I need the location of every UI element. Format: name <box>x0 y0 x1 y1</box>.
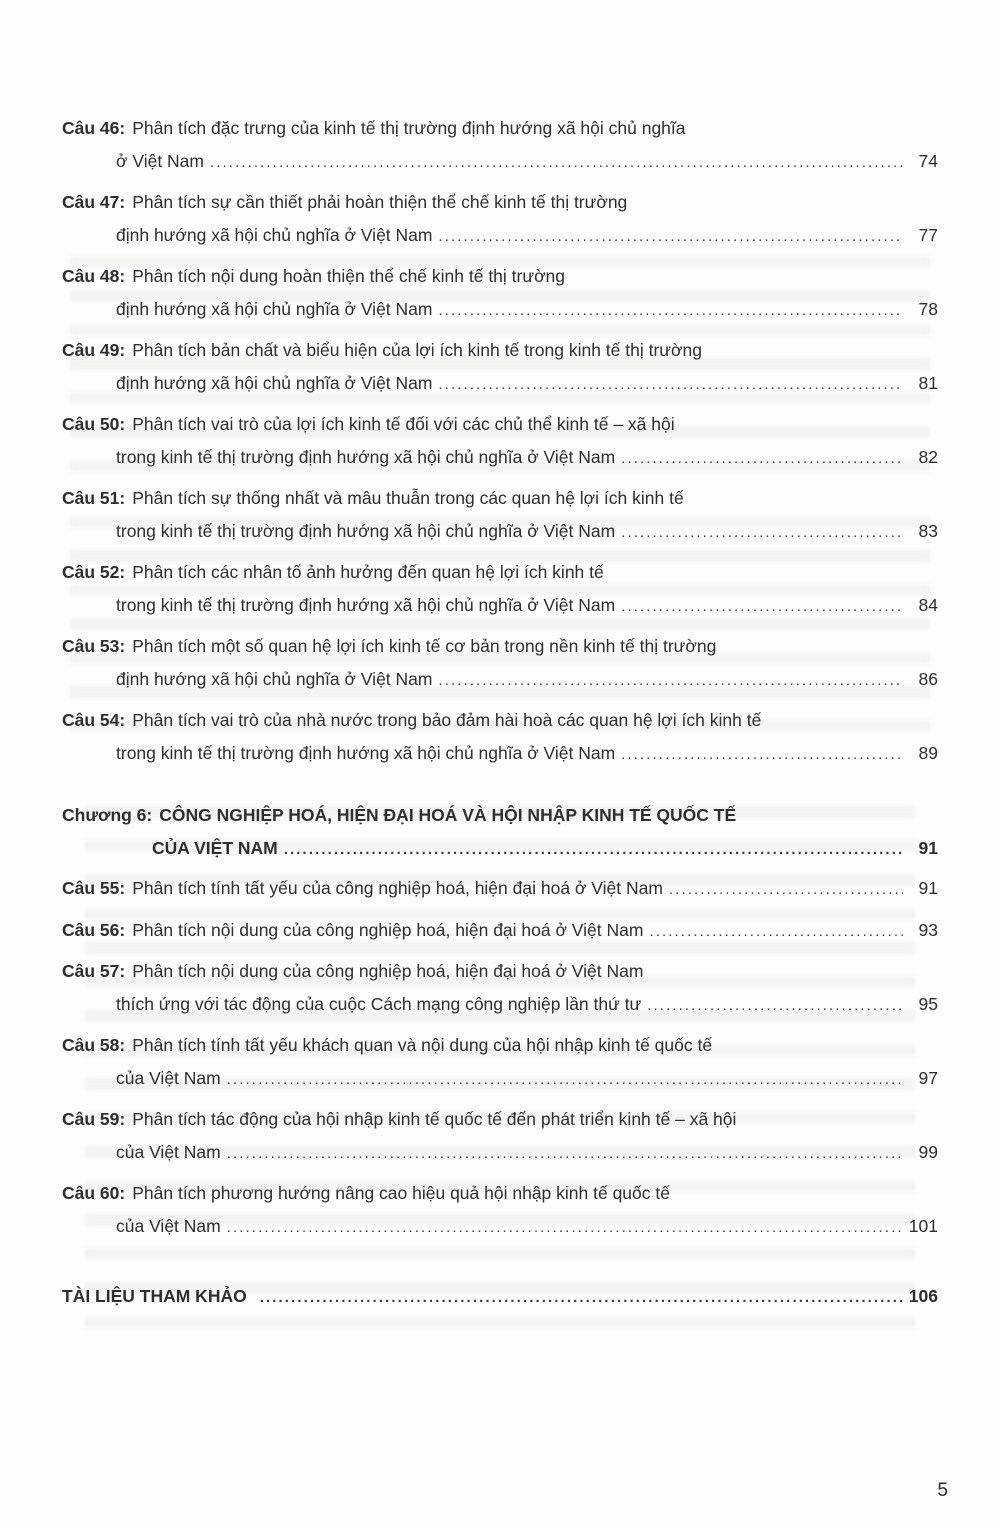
dot-leader <box>621 589 903 624</box>
toc-line <box>62 515 938 550</box>
entry-label: Câu 50: <box>62 414 126 434</box>
entry-label: Câu 60: <box>62 1183 126 1203</box>
entry-page-number: 84 <box>918 594 938 615</box>
toc-line <box>62 589 938 624</box>
entry-page-number: 91 <box>918 837 938 858</box>
toc-line <box>62 1280 938 1315</box>
dot-leader <box>227 1210 903 1245</box>
toc-reference-entry <box>62 1280 938 1315</box>
entry-page-number: 93 <box>918 919 938 940</box>
entry-label: Câu 58: <box>62 1035 126 1055</box>
toc-question-entry <box>62 186 938 253</box>
toc-question-entry <box>62 1177 938 1244</box>
toc-line <box>62 482 938 515</box>
entry-label: Chương 6: <box>62 805 153 825</box>
toc-line <box>62 737 938 772</box>
entry-text: Phân tích đặc trưng của kinh tế thị trường định hướng xã hội chủ nghĩa <box>132 118 686 138</box>
dot-leader <box>227 1136 903 1171</box>
entry-label: TÀI LIỆU THAM KHẢO <box>62 1286 247 1306</box>
entry-text: Phân tích phương hướng nâng cao hiệu quả hội nhập kinh tế quốc tế <box>132 1183 670 1203</box>
dot-leader <box>227 1062 903 1097</box>
entry-text: Phân tích vai trò của lợi ích kinh tế đối với các chủ thể kinh tế – xã hội <box>132 414 675 434</box>
dot-leader <box>260 1280 903 1315</box>
entry-text: của Việt Nam <box>116 1067 221 1088</box>
toc-question-entry <box>62 482 938 549</box>
dot-leader <box>438 219 903 254</box>
entry-text: Phân tích sự cần thiết phải hoàn thiện thể chế kinh tế thị trường <box>132 192 628 212</box>
toc-chapter-entry <box>62 799 938 866</box>
entry-label: Câu 49: <box>62 340 126 360</box>
toc-line <box>62 1210 938 1245</box>
toc-line <box>62 988 938 1023</box>
entry-text: Phân tích nội dung của công nghiệp hoá, hiện đại hoá ở Việt Nam <box>132 919 644 940</box>
toc-line <box>62 408 938 441</box>
dot-leader <box>621 515 903 550</box>
toc-line <box>62 112 938 145</box>
toc-question-entry <box>62 704 938 771</box>
entry-text: định hướng xã hội chủ nghĩa ở Việt Nam <box>116 668 433 689</box>
entry-text: Phân tích các nhân tố ảnh hưởng đến quan hệ lợi ích kinh tế <box>132 562 604 582</box>
entry-text: Phân tích vai trò của nhà nước trong bảo đảm hài hoà các quan hệ lợi ích kinh tế <box>132 710 762 730</box>
entry-page-number: 106 <box>908 1286 938 1306</box>
toc-line <box>62 556 938 589</box>
toc-question-entry <box>62 630 938 697</box>
toc-line <box>62 186 938 219</box>
toc-question-entry <box>62 1103 938 1170</box>
entry-text: CỦA VIỆT NAM <box>152 837 278 858</box>
dot-leader <box>669 872 903 907</box>
toc-line <box>62 334 938 367</box>
entry-text: định hướng xã hội chủ nghĩa ở Việt Nam <box>116 298 433 319</box>
entry-label: Câu 47: <box>62 192 126 212</box>
entry-text: Phân tích nội dung hoàn thiện thể chế kinh tế thị trường <box>132 266 566 286</box>
entry-text: định hướng xã hội chủ nghĩa ở Việt Nam <box>116 372 433 393</box>
toc-line <box>62 914 938 949</box>
toc-question-entry <box>62 334 938 401</box>
entry-text: của Việt Nam <box>116 1215 221 1236</box>
toc-line <box>62 1103 938 1136</box>
dot-leader <box>647 988 903 1023</box>
dot-leader <box>284 832 903 867</box>
entry-page-number: 81 <box>918 372 938 393</box>
entry-text: Phân tích sự thống nhất và mâu thuẫn trong các quan hệ lợi ích kinh tế <box>132 488 684 508</box>
entry-label: Câu 57: <box>62 961 126 981</box>
entry-text: Phân tích tính tất yếu của công nghiệp hoá, hiện đại hoá ở Việt Nam <box>132 878 663 898</box>
entry-page-number: 97 <box>918 1067 938 1088</box>
toc-question-entry <box>62 408 938 475</box>
entry-page-number: 89 <box>918 742 938 763</box>
toc-question-entry <box>62 872 938 907</box>
entry-label: Câu 48: <box>62 266 126 286</box>
entry-text: Phân tích bản chất và biểu hiện của lợi ích kinh tế trong kinh tế thị trường <box>132 340 702 360</box>
toc-line <box>62 1062 938 1097</box>
toc-line <box>62 872 938 907</box>
entry-text: trong kinh tế thị trường định hướng xã hội chủ nghĩa ở Việt Nam <box>116 446 616 467</box>
entry-page-number: 77 <box>918 224 938 245</box>
entry-page-number: 101 <box>908 1215 938 1236</box>
entry-page-number: 74 <box>918 150 938 171</box>
toc-question-entry <box>62 955 938 1022</box>
entry-page-number: 82 <box>918 446 938 467</box>
entry-label: Câu 59: <box>62 1109 126 1129</box>
toc-question-entry <box>62 260 938 327</box>
entry-label: Câu 54: <box>62 710 126 730</box>
entry-page-number: 86 <box>918 668 938 689</box>
entry-page-number: 83 <box>918 520 938 541</box>
entry-label: Câu 55: <box>62 878 126 898</box>
entry-text: CÔNG NGHIỆP HOÁ, HIỆN ĐẠI HOÁ VÀ HỘI NHẬP KINH TẾ QUỐC TẾ <box>159 805 737 825</box>
toc-line <box>62 955 938 988</box>
entry-label: Câu 51: <box>62 488 126 508</box>
entry-text: ở Việt Nam <box>116 150 204 171</box>
dot-leader <box>621 737 903 772</box>
entry-label: Câu 53: <box>62 636 126 656</box>
entry-text: thích ứng với tác động của cuộc Cách mạng công nghiệp lần thứ tư <box>116 993 642 1014</box>
entry-text: trong kinh tế thị trường định hướng xã hội chủ nghĩa ở Việt Nam <box>116 594 616 615</box>
toc-line <box>62 367 938 402</box>
dot-leader <box>438 293 903 328</box>
entry-page-number: 95 <box>918 993 938 1014</box>
dot-leader <box>210 145 903 180</box>
entry-label: Câu 52: <box>62 562 126 582</box>
toc-line <box>62 799 938 832</box>
entry-text: trong kinh tế thị trường định hướng xã hội chủ nghĩa ở Việt Nam <box>116 520 616 541</box>
entry-text: trong kinh tế thị trường định hướng xã hội chủ nghĩa ở Việt Nam <box>116 742 616 763</box>
dot-leader <box>649 914 903 949</box>
entry-text: định hướng xã hội chủ nghĩa ở Việt Nam <box>116 224 433 245</box>
entry-text: Phân tích tính tất yếu khách quan và nội dung của hội nhập kinh tế quốc tế <box>132 1035 713 1055</box>
dot-leader <box>438 663 903 698</box>
entry-text: Phân tích một số quan hệ lợi ích kinh tế cơ bản trong nền kinh tế thị trường <box>132 636 717 656</box>
entry-text: Phân tích nội dung của công nghiệp hoá, hiện đại hoá ở Việt Nam <box>132 961 644 981</box>
toc-line <box>62 441 938 476</box>
toc-line <box>62 1177 938 1210</box>
dot-leader <box>438 367 903 402</box>
toc-question-entry <box>62 112 938 179</box>
entry-label: Câu 56: <box>62 919 126 940</box>
toc-line <box>62 1136 938 1171</box>
toc-question-entry <box>62 914 938 949</box>
toc-line <box>62 1029 938 1062</box>
toc-line <box>62 630 938 663</box>
toc-line <box>62 704 938 737</box>
toc-line <box>62 663 938 698</box>
entry-page-number: 99 <box>918 1141 938 1162</box>
toc-line <box>62 293 938 328</box>
entry-text: Phân tích tác động của hội nhập kinh tế quốc tế đến phát triển kinh tế – xã hội <box>132 1109 737 1129</box>
entry-page-number: 91 <box>918 878 938 898</box>
dot-leader <box>621 441 903 476</box>
toc-question-entry <box>62 1029 938 1096</box>
entry-page-number: 78 <box>918 298 938 319</box>
toc-line <box>62 219 938 254</box>
toc-question-entry <box>62 556 938 623</box>
entry-text: của Việt Nam <box>116 1141 221 1162</box>
toc-line <box>62 832 938 867</box>
entry-label: Câu 46: <box>62 118 126 138</box>
toc-line <box>62 145 938 180</box>
toc-line <box>62 260 938 293</box>
page-number: 5 <box>937 1480 948 1501</box>
